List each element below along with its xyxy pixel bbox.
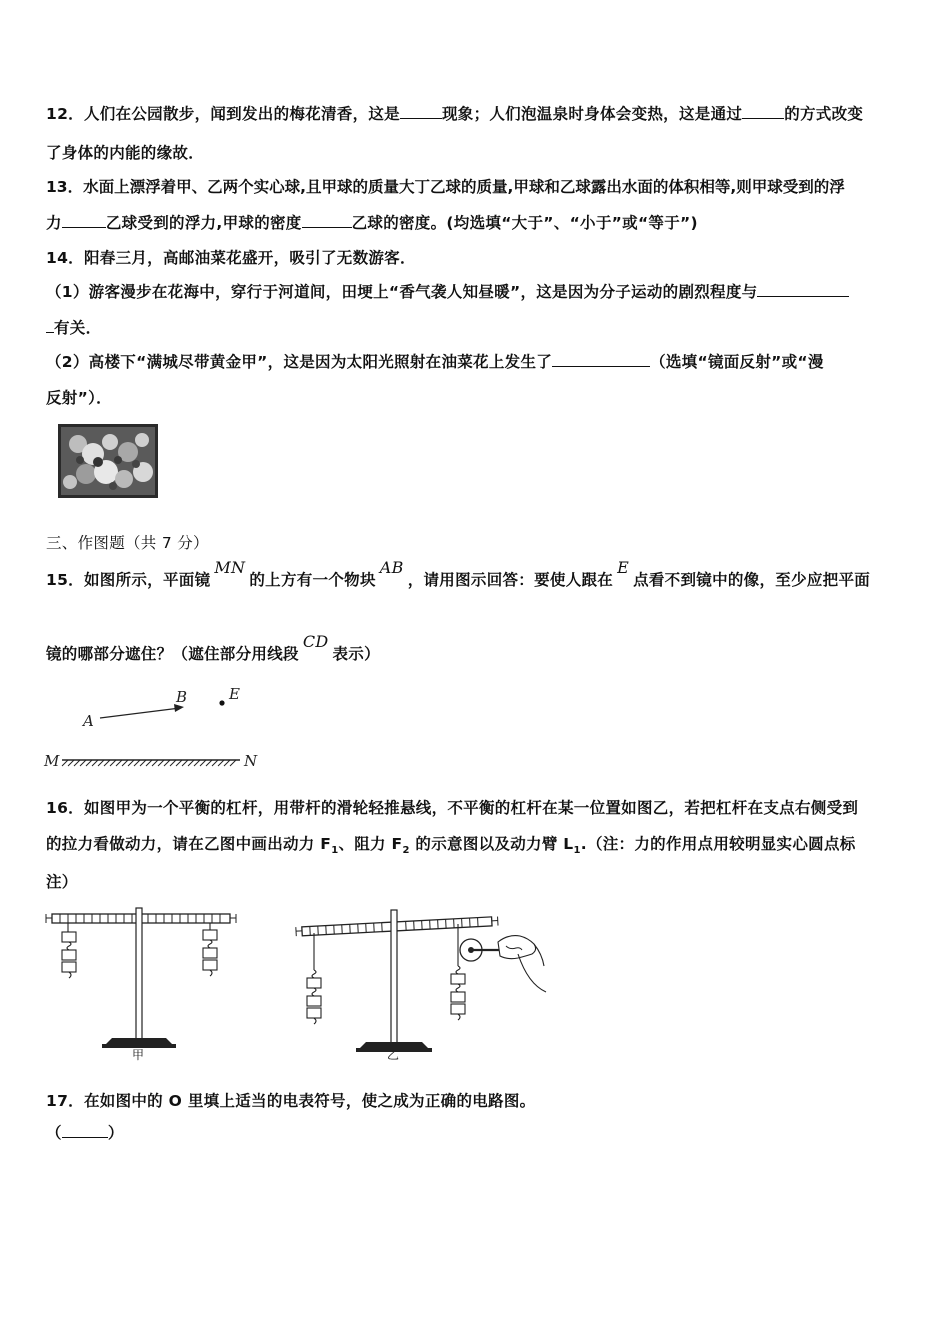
q16-line-1: 16．如图甲为一个平衡的杠杆，用带杆的滑轮轻推悬线，不平衡的杠杆在某一位置如图乙，若把杠杆在支点右侧受到: [46, 799, 859, 817]
label-m: M: [44, 752, 60, 770]
answer-blank[interactable]: [62, 227, 106, 228]
q14-stem: 14．阳春三月，高邮油菜花盛开，吸引了无数游客．: [46, 249, 416, 267]
q16-line-3: 注）: [46, 873, 78, 891]
q12-line-1: 12．人们在公园散步，闻到发出的梅花清香，这是 现象；人们泡温泉时身体会变热，这是通过 的方式改变: [46, 105, 864, 123]
object-ab-line: [100, 708, 180, 718]
math-mn: MN: [214, 558, 246, 577]
math-ab: AB: [379, 558, 404, 577]
mirror-hatching: [62, 760, 236, 766]
math-e: E: [617, 558, 630, 577]
q15-line-1: 15．如图所示，平面镜MN的上方有一个物块AB，请用图示回答：要使人跟在E点看不到镜中的像，至少应把平面: [46, 558, 871, 589]
label-b: B: [176, 688, 188, 706]
lever-figure-yi: [290, 904, 554, 1064]
q15-line-2: 镜的哪部分遮住？（遮住部分用线段CD表示）: [46, 632, 380, 663]
hand: [498, 936, 536, 959]
label-a: A: [83, 712, 94, 730]
answer-blank[interactable]: [46, 332, 54, 333]
rapeseed-flower-photo: [58, 424, 158, 498]
answer-blank[interactable]: [757, 296, 849, 297]
section-3-title: 三、作图题（共 7 分）: [46, 534, 209, 552]
lever-figure-jia: [44, 904, 240, 1064]
q14-part2-line-1: （2）高楼下“满城尽带黄金甲”，这是因为太阳光照射在油菜花上发生了 （选填“镜面反射”或“漫: [46, 353, 824, 371]
answer-blank[interactable]: [400, 118, 442, 119]
label-e: E: [229, 685, 240, 703]
answer-blank[interactable]: [552, 366, 650, 367]
answer-blank[interactable]: [302, 227, 352, 228]
mirror-diagram: [40, 682, 280, 774]
label-n: N: [244, 752, 258, 770]
point-e-dot: [219, 700, 224, 705]
math-cd: CD: [302, 632, 329, 651]
q16-line-2: 的拉力看做动力，请在乙图中画出动力 $F_1$、阻力 $F_2$ 的示意图以及动力臂 $L_1$.（注：力的作用点用较明显实心圆点标: [46, 835, 856, 857]
q17-line-1: 17．在如图中的 O 里填上适当的电表符号，使之成为正确的电路图。: [46, 1092, 536, 1110]
q13-line-1: 13．水面上漂浮着甲、乙两个实心球,且甲球的质量大丁乙球的质量,甲球和乙球露出水面的体积相等,则甲球受到的浮: [46, 178, 845, 196]
label-yi: 乙: [387, 1048, 400, 1062]
q13-line-2: 力 乙球受到的浮力,甲球的密度 乙球的密度。(均选填“大于”、“小于”或“等于”): [46, 214, 698, 232]
q14-part2-line-2: 反射”）．: [46, 389, 112, 407]
q17-answer-line: （ ）: [46, 1124, 124, 1142]
answer-blank[interactable]: [62, 1137, 108, 1138]
answer-blank[interactable]: [742, 118, 784, 119]
q14-part1-line-1: （1）游客漫步在花海中，穿行于河道间，田埂上“香气袭人知昼暖”，这是因为分子运动的剧烈程度与: [46, 280, 849, 302]
q14-part1-line-2: 有关．: [46, 316, 101, 338]
q12-line-2: 了身体的内能的缘故．: [46, 144, 205, 162]
label-jia: 甲: [132, 1048, 145, 1062]
